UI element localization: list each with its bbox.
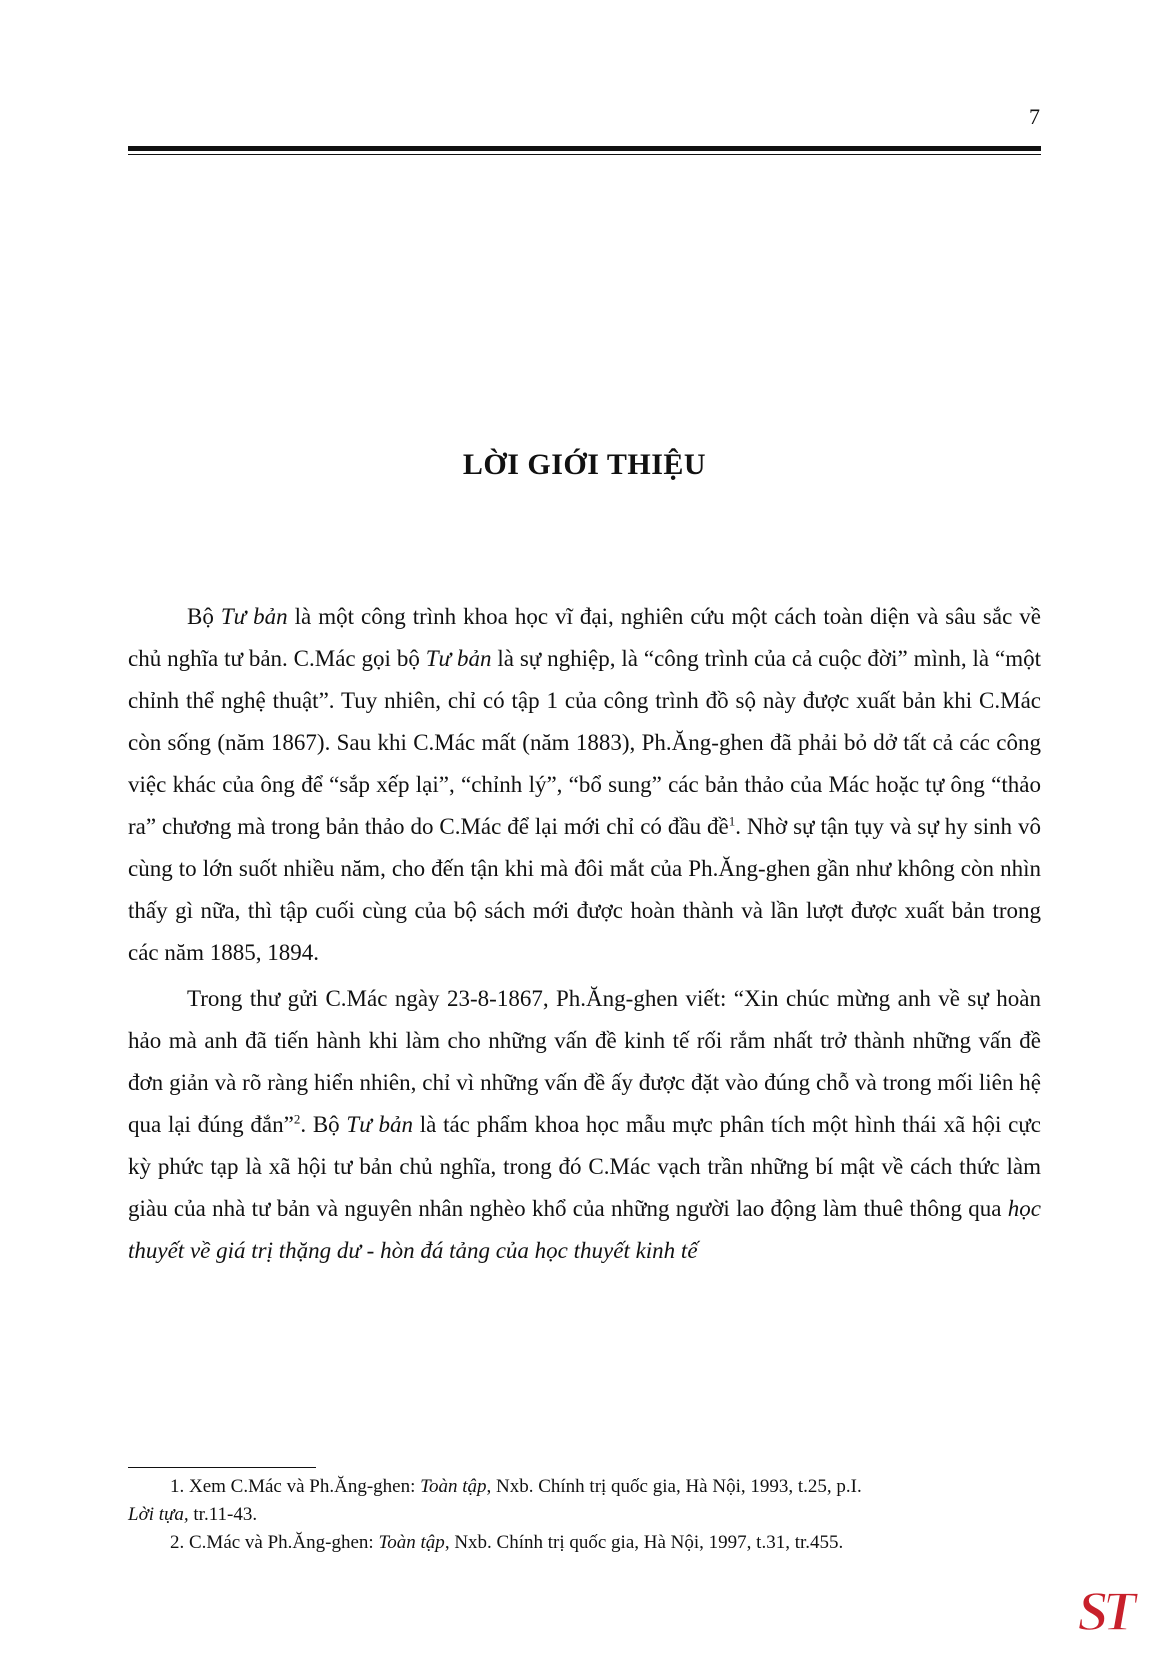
body-text	[128, 596, 1041, 1272]
emphasis-italic: học thuyết về giá trị thặng dư - hòn đá tảng của học thuyết kinh tế	[128, 1196, 1041, 1263]
st-logo-icon	[1068, 1580, 1140, 1638]
header-rule-thick	[128, 146, 1041, 151]
footnotes	[128, 1473, 1041, 1557]
footnote-rule	[128, 1467, 316, 1468]
st-logo-text: ST	[1077, 1581, 1131, 1638]
book-title-italic: Tư bản	[220, 604, 288, 629]
book-title-italic: Tư bản	[425, 646, 492, 671]
paragraph-1: Bộ Tư bản là một công trình khoa học vĩ đại, nghiên cứu một cách toàn diện và sâu sắc về chủ nghĩa tư bản. C.Mác gọi bộ Tư bản là sự nghiệp, là “công trình của cả cuộc đời” mình, là “một chỉnh thể nghệ thuật”. Tuy nhiên, chỉ có tập 1 của công trình đồ sộ này được xuất bản khi C.Mác còn sống (năm 1867). Sau khi C.Mác mất (năm 1883), Ph.Ăng-ghen đã phải bỏ dở tất cả các công việc khác của ông để “sắp xếp lại”, “chỉnh lý”, “bổ sung” các bản thảo của Mác hoặc tự ông “thảo ra” chương mà trong bản thảo do C.Mác để lại mới chỉ có đầu đề$^1$. Nhờ sự tận tụy và sự hy sinh vô cùng to lớn suốt nhiều năm, cho đến tận khi mà đôi mắt của Ph.Ăng-ghen gần như không còn nhìn thấy gì nữa, thì tập cuối cùng của bộ sách mới được hoàn thành và lần lượt được xuất bản trong các năm 1885, 1894.	[128, 604, 1041, 965]
footnote-2: 2. C.Mác và Ph.Ăng-ghen: Toàn tập, Nxb. Chính trị quốc gia, Hà Nội, 1997, t.31, tr.455.	[170, 1532, 844, 1553]
header-rule-thin	[128, 154, 1041, 155]
footnote-marker-2[interactable]: 2	[293, 1111, 301, 1127]
footnote-1: 1. Xem C.Mác và Ph.Ăng-ghen: Toàn tập, Nxb. Chính trị quốc gia, Hà Nội, 1993, t.25, p.I. Lời tựa, tr.11-43.	[128, 1476, 862, 1525]
book-title-italic: Tư bản	[346, 1112, 413, 1137]
paragraph-2: Trong thư gửi C.Mác ngày 23-8-1867, Ph.Ăng-ghen viết: “Xin chúc mừng anh về sự hoàn hảo mà anh đã tiến hành khi làm cho những vấn đề kinh tế rối rắm nhất trở thành những vấn đề đơn giản và rõ ràng hiển nhiên, chỉ vì những vấn đề ấy được đặt vào đúng chỗ và trong mối liên hệ qua lại đúng đắn”$^2$. Bộ Tư bản là tác phẩm khoa học mẫu mực phân tích một hình thái xã hội cực kỳ phức tạp là xã hội tư bản chủ nghĩa, trong đó C.Mác vạch trần những bí mật về cách thức làm giàu của nhà tư bản và nguyên nhân nghèo khổ của những người lao động làm thuê thông qua học thuyết về giá trị thặng dư - hòn đá tảng của học thuyết kinh tế	[128, 986, 1041, 1263]
page-number: 7	[1029, 104, 1040, 129]
footnote-marker-1[interactable]: 1	[728, 813, 736, 829]
page-title: LỜI GIỚI THIỆU	[462, 448, 707, 481]
